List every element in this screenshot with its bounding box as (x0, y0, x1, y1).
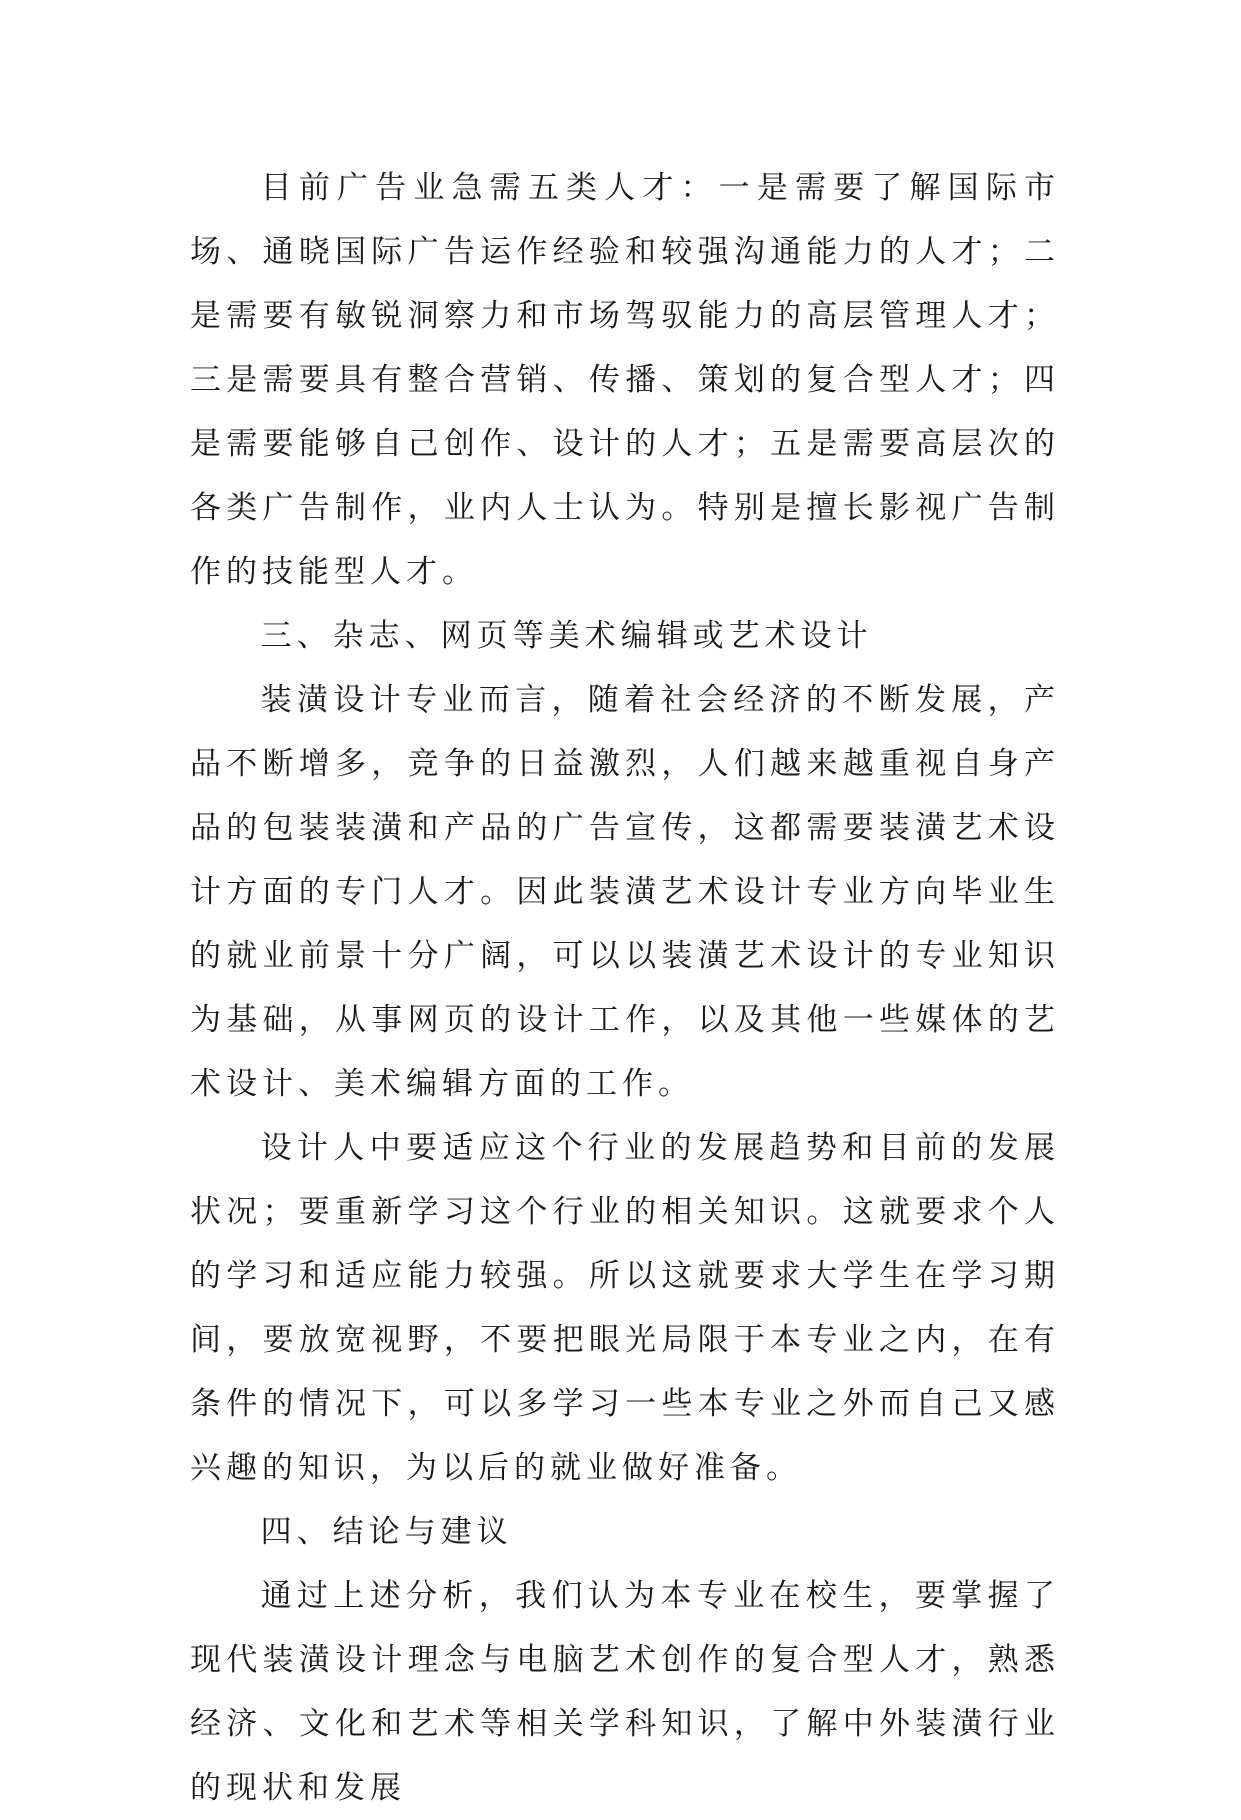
section-heading-magazine-web-design: 三、杂志、网页等美术编辑或艺术设计 (260, 618, 873, 654)
paragraph-talent-demand: 目前广告业急需五类人才：一是需要了解国际市场、通晓国际广告运作经验和较强沟通能力的人才；二是需要有敏锐洞察力和市场驾驭能力的高层管理人才；三是需要具有整合营销、传播、策划的复合型人才；四是需要能够自己创作、设计的人才；五是需要高层次的各类广告制作，业内人士认为。特别是擅长影视广告制作的技能型人才。 (190, 170, 1060, 590)
section-heading-conclusion: 四、结论与建议 (260, 1514, 513, 1550)
paragraph-decoration-design-prospects: 装潢设计专业而言，随着社会经济的不断发展，产品不断增多，竞争的日益激烈，人们越来越重视自身产品的包装装潢和产品的广告宣传，这都需要装潢艺术设计方面的专门人才。因此装潢艺术设计专业方向毕业生的就业前景十分广阔，可以以装潢艺术设计的专业知识为基础，从事网页的设计工作，以及其他一些媒体的艺术设计、美术编辑方面的工作。 (190, 682, 1060, 1102)
document-body (190, 156, 1060, 1820)
paragraph-conclusion: 通过上述分析，我们认为本专业在校生，要掌握了现代装潢设计理念与电脑艺术创作的复合型人才，熟悉经济、文化和艺术等相关学科知识，了解中外装潢行业的现状和发展 (190, 1578, 1060, 1806)
paragraph-adaptation-advice: 设计人中要适应这个行业的发展趋势和目前的发展状况；要重新学习这个行业的相关知识。这就要求个人的学习和适应能力较强。所以这就要求大学生在学习期间，要放宽视野，不要把眼光局限于本专业之内，在有条件的情况下，可以多学习一些本专业之外而自己又感兴趣的知识，为以后的就业做好准备。 (190, 1130, 1060, 1486)
